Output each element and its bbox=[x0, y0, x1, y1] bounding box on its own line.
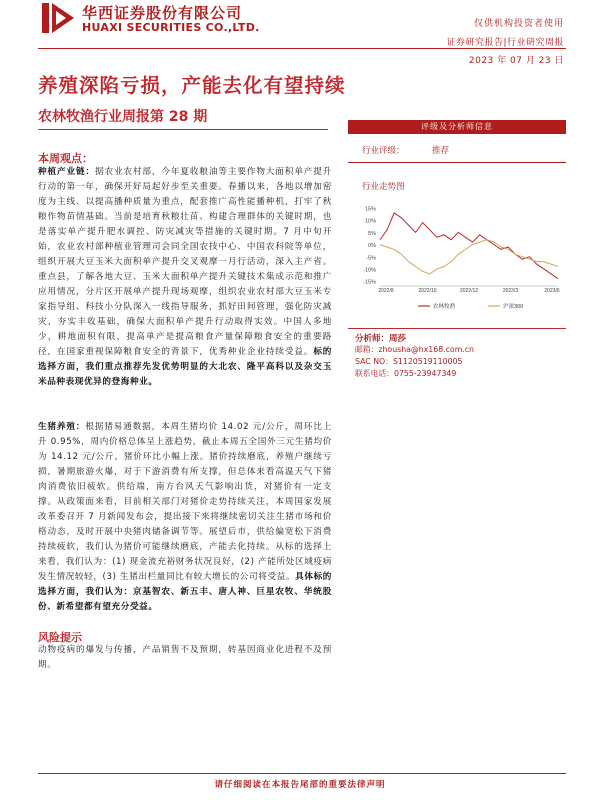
x-tick-label: 2022/10 bbox=[418, 288, 437, 294]
x-tick-label: 2022/12 bbox=[459, 288, 479, 294]
panel-divider bbox=[348, 162, 566, 163]
rating-panel-header: 评级及分析师信息 bbox=[348, 120, 566, 133]
industry-trend-chart bbox=[348, 196, 566, 320]
legend-label: 农林牧渔 bbox=[433, 304, 456, 310]
trend-chart-label: 行业走势图 bbox=[362, 182, 405, 192]
paragraph-hog bbox=[38, 420, 332, 615]
paragraph-text: 根据猪易通数据，本周生猪均价 14.02 元/公斤，周环比上升 0.95%，周内价格总体呈上涨趋势，截止本周五全国外三元生猪均价为 14.12 元/公斤，猪价环比小幅上涨。猪价持续磨底，养殖户继续亏损，暑期旅游火爆，对于下游消费有所支撑，但总体来看高温天气下猪肉消费依旧疲软。供给端，南方台风天气影响出货，对猪价有一定支撑。从政策面来看，目前相关部门对猪价走势持续关注，本周国家发展改革委召开 7 月新闻发布会，提出接下来将继续密切关注生猪市场和价格动态，及时开展中央猪肉储备调节等。展望后市，供给偏宽松下消费持续疲软，我们认为猪价可能继续磨底，产能去化持续。从标的选择上来看，我们认为：(1) 现金流充裕财务状况良好，(2) 产能所处区域疫病发生情况较轻，(3) 生猪出栏量同比有较大增长的公司将受益。 bbox=[38, 422, 332, 582]
y-tick-label: -15% bbox=[363, 279, 376, 286]
legend-label: 沪深300 bbox=[503, 304, 524, 310]
analyst-sac: SAC NO：S1120519110005 bbox=[355, 357, 463, 366]
y-tick-label: 5% bbox=[368, 230, 376, 237]
paragraph-text: 据农业农村部，今年夏收粮油等主要作物大面积单产提升行动的第一年，确保开好局起好步至关重要。春播以来，各地以增加密度为主线、以提高播种质量为重点，配套推广高性能播种机，打牢了秋粮作物苗情基础。当前是培育秋粮壮苗、构建合理群体的关键时期，也是落实单产提升肥水调控、防灾减灾等措施的关键时期。7 月中旬开始，农业农村部种植业管理司会同全国农技中心、中国农科院等单位，组织开展大豆玉米大面积单产提升交叉观摩一月行活动，深入主产省。重点县，了解各地大豆、玉米大面积单产提升关键技术集成示范和推广应用情况，分片区开展单产提升现场观摩，组织农业农村部大豆玉米专家指导组、科技小分队深入一线指导服务，抓好田间管理，强化防灾减灾，夯实丰收基础，确保大面积单产提升行动取得实效。中国人多地少，耕地面积有限，提高单产是提高粮食产量保障粮食安全的重要路径，在国家重视保障粮食安全的背景下，优秀种业企业持续受益。 bbox=[38, 167, 332, 357]
y-tick-label: 10% bbox=[364, 218, 376, 225]
y-tick-label: 0% bbox=[368, 243, 376, 250]
panel-divider bbox=[348, 133, 566, 134]
paragraph-label: 种植产业链： bbox=[38, 167, 95, 177]
series-line-1 bbox=[380, 240, 558, 274]
y-tick-label: -5% bbox=[366, 255, 376, 262]
x-tick-label: 2023/6 bbox=[544, 288, 560, 294]
huaxi-logo bbox=[38, 0, 78, 36]
paragraph-highlight: 具体标的选择方面，我们认为：京基智农、新五丰、唐人神、巨星农牧、华统股份、新希望都有望充分受益。 bbox=[38, 572, 333, 612]
section-heading-risk: 风险提示 bbox=[38, 631, 82, 644]
series-line-0 bbox=[380, 213, 558, 279]
panel-divider bbox=[348, 328, 566, 329]
analyst-phone: 联系电话：0755-23947349 bbox=[355, 369, 457, 378]
report-title: 养殖深陷亏损，产能去化有望持续 bbox=[38, 74, 346, 97]
report-subtitle: 农林牧渔行业周报第 28 期 bbox=[38, 109, 208, 125]
company-name-en: HUAXI SECURITIES CO.,LTD. bbox=[82, 21, 260, 34]
y-tick-label: -10% bbox=[363, 267, 376, 274]
x-tick-label: 2022/8 bbox=[378, 288, 394, 294]
rating-value: 推荐 bbox=[432, 146, 450, 156]
paragraph-planting bbox=[38, 165, 332, 390]
analyst-email: 邮箱：zhousha@hx168.com.cn bbox=[355, 345, 474, 354]
title-divider bbox=[38, 129, 328, 130]
paragraph-label: 生猪养殖： bbox=[38, 422, 86, 432]
company-name-cn: 华西证券股份有限公司 bbox=[82, 4, 243, 22]
section-heading-view: 本周观点： bbox=[38, 152, 93, 165]
trend-chart-svg bbox=[348, 196, 566, 320]
analyst-name: 分析师：周莎 bbox=[355, 334, 407, 344]
y-tick-label: 15% bbox=[364, 206, 376, 213]
paragraph-highlight: 标的选择方面，我们重点推荐先发优势明显的大北农、隆平高科以及杂交玉米品种表现优异的登海种业。 bbox=[38, 347, 332, 387]
report-category: 证券研究报告|行业研究周报 bbox=[446, 38, 564, 48]
footer-disclaimer: 请仔细阅读在本报告尾部的重要法律声明 bbox=[214, 780, 386, 790]
header-divider bbox=[38, 48, 566, 49]
paragraph-risk bbox=[38, 643, 332, 673]
x-tick-label: 2023/3 bbox=[502, 288, 519, 294]
paragraph-text: 动物疫病的爆发与传播，产品销售不及预期，转基因商业化进程不及预期。 bbox=[38, 645, 332, 670]
audience-tag: 仅供机构投资者使用 bbox=[473, 19, 564, 29]
footer-divider bbox=[38, 773, 566, 774]
rating-label: 行业评级： bbox=[362, 146, 405, 156]
report-date: 2023 年 07 月 23 日 bbox=[468, 56, 564, 66]
